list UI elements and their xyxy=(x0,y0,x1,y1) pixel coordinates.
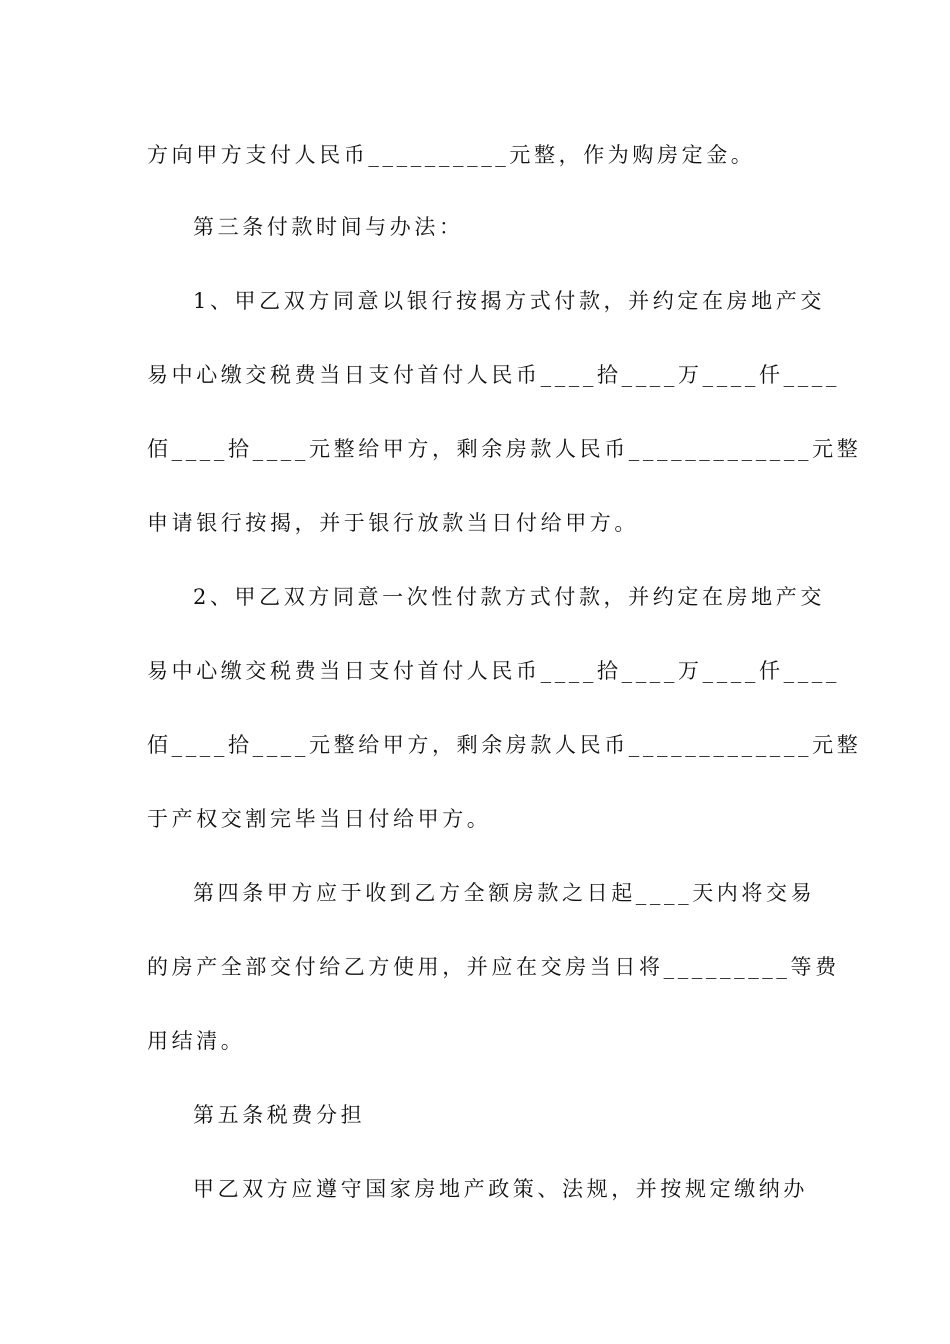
article-5-heading: 第五条税费分担 xyxy=(193,1103,366,1127)
body-line-7: 2、甲乙双方同意一次性付款方式付款，并约定在房地产交 xyxy=(193,585,825,609)
body-line-4: 易中心缴交税费当日支付首付人民币____拾____万____仟____ xyxy=(147,363,840,387)
body-line-5: 佰____拾____元整给甲方，剩余房款人民币_____________元整 xyxy=(147,437,862,461)
article-4-line-2: 的房产全部交付给乙方使用，并应在交房当日将_________等费 xyxy=(147,955,840,979)
body-line-3: 1、甲乙双方同意以银行按揭方式付款，并约定在房地产交 xyxy=(193,289,825,313)
article-4-line-1: 第四条甲方应于收到乙方全额房款之日起____天内将交易 xyxy=(193,881,816,905)
body-line-1: 方向甲方支付人民币__________元整，作为购房定金。 xyxy=(147,143,756,167)
body-line-6: 申请银行按揭，并于银行放款当日付给甲方。 xyxy=(147,511,639,535)
body-line-9: 佰____拾____元整给甲方，剩余房款人民币_____________元整 xyxy=(147,733,862,757)
article-3-heading: 第三条付款时间与办法： xyxy=(193,215,464,239)
body-line-8: 易中心缴交税费当日支付首付人民币____拾____万____仟____ xyxy=(147,659,840,683)
article-5-line-1: 甲乙双方应遵守国家房地产政策、法规，并按规定缴纳办 xyxy=(193,1177,808,1201)
article-4-line-3: 用结清。 xyxy=(147,1029,246,1053)
body-line-10: 于产权交割完毕当日付给甲方。 xyxy=(147,807,492,831)
